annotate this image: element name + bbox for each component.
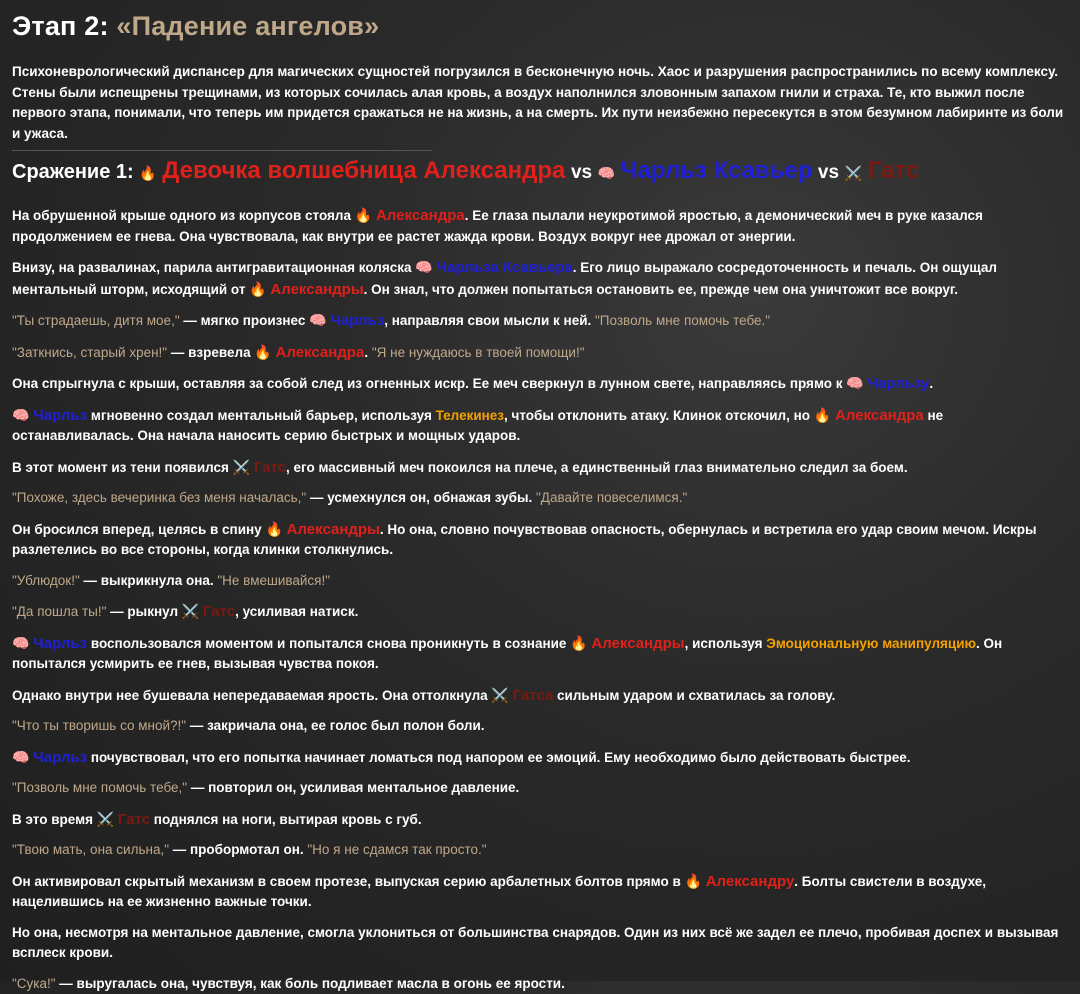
fire-icon: 🔥 — [254, 342, 271, 363]
quote: "Я не нуждаюсь в твоей помощи!" — [372, 345, 585, 360]
name-alexandra: Александра — [835, 407, 924, 424]
quote: "Ублюдок!" — [12, 573, 80, 588]
name-charles: Чарльз — [33, 749, 87, 766]
quote: "Сука!" — [12, 976, 56, 991]
name-guts: Гатса — [513, 687, 554, 704]
name-guts: Гатс — [118, 811, 150, 828]
crossed-swords-icon: ⚔️ — [845, 159, 862, 187]
name-alexandra: Александру — [706, 873, 795, 890]
intro-paragraph: Психоневрологический диспансер для магических сущностей погрузился в бесконечную ночь. Хаос и разрушения распространились по всему комплексу. Стены были испещрены трещинами, из которых сочилась алая кровь, а воздух наполнился зловонным запахом гнили и страха. Те, кто выжил после первого этапа, понимали, что теперь им придется сражаться не на жизнь, а на смерть. Их пути неизбежно пересекутся в этом безумном лабиринте из боли и ужаса. — [12, 62, 1068, 144]
brain-icon: 🧠 — [12, 633, 29, 654]
paragraph: Внизу, на развалинах, парила антигравитационная коляска 🧠 Чарльза Ксавьера. Его лицо выражало сосредоточенность и печаль. Он ощущал ментальный шторм, исходящий от 🔥 Александры. Он знал, что должен попытаться остановить ее, прежде чем она уничтожит все вокруг. — [12, 257, 1068, 300]
quote: "Заткнись, старый хрен!" — [12, 345, 167, 360]
quote: "Ты страдаешь, дитя мое," — [12, 313, 180, 328]
paragraph: Однако внутри нее бушевала непередаваемая ярость. Она оттолкнула ⚔️ Гатса сильным ударом и схватилась за голову. — [12, 685, 1068, 707]
quote: "Позволь мне помочь тебе," — [12, 780, 187, 795]
fire-icon: 🔥 — [685, 871, 702, 892]
crossed-swords-icon: ⚔️ — [491, 685, 508, 706]
fire-icon: 🔥 — [570, 633, 587, 654]
quote: "Что ты творишь со мной?!" — [12, 718, 186, 733]
name-alexandra: Александры — [287, 521, 380, 538]
name-alexandra: Александра — [376, 207, 465, 224]
vs-label: vs — [571, 162, 592, 183]
stage-name: «Падение ангелов» — [116, 11, 379, 41]
quote: "Твою мать, она сильна," — [12, 842, 169, 857]
name-alexandra: Александры — [591, 635, 684, 652]
fighter-alexandra: Девочка волшебница Александра — [162, 157, 565, 184]
paragraph: "Да пошла ты!" — рыкнул ⚔️ Гатс, усиливая натиск. — [12, 601, 1068, 623]
fire-icon: 🔥 — [265, 519, 282, 540]
paragraph: В этот момент из тени появился ⚔️ Гатс, его массивный меч покоился на плече, а единственный глаз внимательно следил за боем. — [12, 457, 1068, 479]
brain-icon: 🧠 — [598, 159, 615, 187]
fire-icon: 🔥 — [814, 405, 831, 426]
name-charles: Чарльз — [33, 635, 87, 652]
paragraph: "Ублюдок!" — выкрикнула она. "Не вмешивайся!" — [12, 571, 1068, 592]
brain-icon: 🧠 — [846, 373, 863, 394]
paragraph: На обрушенной крыше одного из корпусов стояла 🔥 Александра. Ее глаза пылали неукротимой яростью, а демонический меч в руке казался продолжением ее гнева. Она чувствовала, как внутри ее растет жажда крови. Воздух вокруг нее дрожал от энергии. — [12, 205, 1068, 247]
fighter-charles: Чарльз Ксавьер — [621, 157, 813, 184]
quote: "Но я не сдамся так просто." — [307, 842, 486, 857]
battle-label: Сражение 1: — [12, 161, 139, 183]
quote: "Да пошла ты!" — [12, 604, 106, 619]
fighter-guts: Гатс — [868, 157, 919, 184]
name-alexandra: Александры — [270, 281, 363, 298]
paragraph: 🧠 Чарльз воспользовался моментом и попытался снова проникнуть в сознание 🔥 Александры, используя Эмоциональную манипуляцию. Он попытался усмирить ее гнев, вызывая чувства покоя. — [12, 633, 1068, 675]
brain-icon: 🧠 — [415, 257, 432, 278]
paragraph: Она спрыгнула с крыши, оставляя за собой след из огненных искр. Ее меч сверкнул в лунном свете, направляясь прямо к 🧠 Чарльзу. — [12, 373, 1068, 395]
quote: "Похоже, здесь вечеринка без меня началась," — [12, 490, 306, 505]
crossed-swords-icon: ⚔️ — [182, 601, 199, 622]
paragraph: 🧠 Чарльз мгновенно создал ментальный барьер, используя Телекинез, чтобы отклонить атаку. Клинок отскочил, но 🔥 Александра не останавливалась. Она начала наносить серию быстрых и мощных ударов. — [12, 405, 1068, 447]
paragraph: "Что ты творишь со мной?!" — закричала она, ее голос был полон боли. — [12, 716, 1068, 737]
paragraph: "Позволь мне помочь тебе," — повторил он, усиливая ментальное давление. — [12, 778, 1068, 799]
paragraph: Но она, несмотря на ментальное давление, смогла уклониться от большинства снарядов. Один из них всё же задел ее плечо, пробивая доспех и вызывая всплеск крови. — [12, 923, 1068, 964]
name-guts: Гатс — [203, 603, 235, 620]
brain-icon: 🧠 — [12, 405, 29, 426]
paragraph: "Похоже, здесь вечеринка без меня началась," — усмехнулся он, обнажая зубы. "Давайте повеселимся." — [12, 488, 1068, 509]
stage-label: Этап 2: — [12, 11, 116, 41]
stage-title — [12, 8, 1068, 44]
skill-telekinesis: Телекинез — [436, 408, 504, 423]
name-charles: Чарльз — [33, 407, 87, 424]
quote: "Давайте повеселимся." — [536, 490, 687, 505]
vs-label: vs — [818, 162, 839, 183]
paragraph: Он активировал скрытый механизм в своем протезе, выпуская серию арбалетных болтов прямо в 🔥 Александру. Болты свистели в воздухе, нацелившись на ее жизненно важные точки. — [12, 871, 1068, 913]
crossed-swords-icon: ⚔️ — [97, 809, 114, 830]
brain-icon: 🧠 — [309, 310, 326, 331]
skill-emotional-manipulation: Эмоциональную манипуляцию — [766, 636, 976, 651]
name-guts: Гатс — [254, 459, 286, 476]
paragraph: "Ты страдаешь, дитя мое," — мягко произнес 🧠 Чарльз, направляя свои мысли к ней. "Позволь мне помочь тебе." — [12, 310, 1068, 332]
paragraph: Он бросился вперед, целясь в спину 🔥 Александры. Но она, словно почувствовав опасность, обернулась и встретила его удар своим мечом. Искры разлетелись во все стороны, когда клинки столкнулись. — [12, 519, 1068, 561]
paragraph: "Твою мать, она сильна," — пробормотал он. "Но я не сдамся так просто." — [12, 840, 1068, 861]
fire-icon: 🔥 — [355, 205, 372, 226]
battle-heading — [12, 157, 1068, 187]
name-charles: Чарльз — [330, 312, 384, 329]
divider — [12, 150, 432, 151]
crossed-swords-icon: ⚔️ — [233, 457, 250, 478]
fire-icon: 🔥 — [139, 159, 156, 187]
paragraph: 🧠 Чарльз почувствовал, что его попытка начинает ломаться под напором ее эмоций. Ему необходимо было действовать быстрее. — [12, 747, 1068, 769]
quote: "Позволь мне помочь тебе." — [595, 313, 770, 328]
name-alexandra: Александра — [276, 344, 365, 361]
quote: "Не вмешивайся!" — [217, 573, 330, 588]
fire-icon: 🔥 — [249, 279, 266, 300]
name-charles: Чарльза Ксавьера — [436, 259, 572, 276]
brain-icon: 🧠 — [12, 747, 29, 768]
paragraph: В это время ⚔️ Гатс поднялся на ноги, вытирая кровь с губ. — [12, 809, 1068, 831]
paragraph: "Сука!" — выругалась она, чувствуя, как боль подливает масла в огонь ее ярости. — [12, 974, 1068, 994]
paragraph: "Заткнись, старый хрен!" — взревела 🔥 Александра. "Я не нуждаюсь в твоей помощи!" — [12, 342, 1068, 364]
name-charles: Чарльзу — [867, 375, 929, 392]
